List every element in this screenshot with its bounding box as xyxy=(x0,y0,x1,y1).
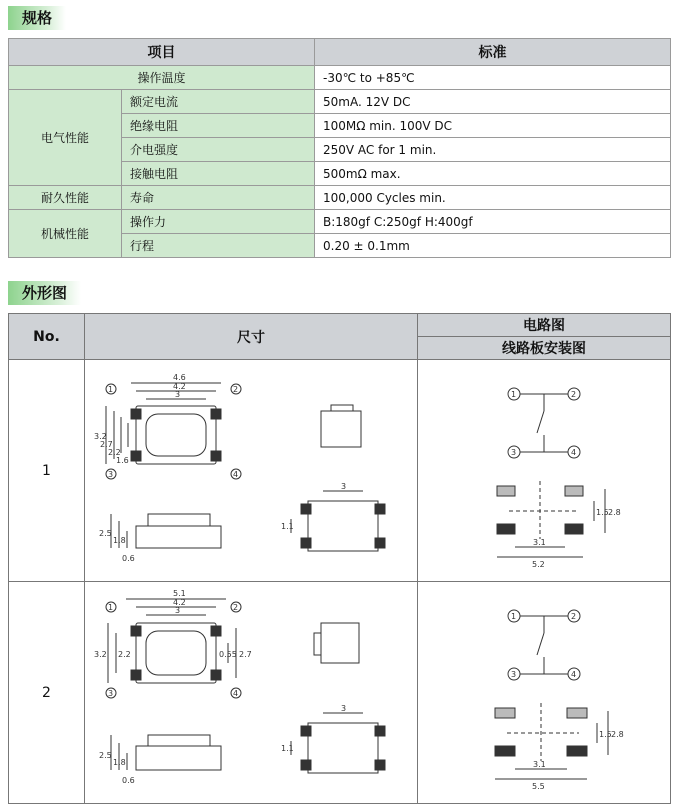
switch-front-view xyxy=(136,746,221,770)
dim-label: 3 xyxy=(341,704,347,713)
switch-front-view xyxy=(136,526,221,548)
outline-header-no: No. xyxy=(9,314,85,360)
switch-bottom-view xyxy=(308,501,378,551)
spec-value: 0.20 ± 0.1mm xyxy=(315,234,671,258)
pcb-pad xyxy=(497,486,515,496)
pin-label: 4 xyxy=(233,689,239,698)
circuit-and-pcb-drawing xyxy=(419,361,669,576)
dim-label: 1.6 xyxy=(116,456,129,465)
outline-header-circuit: 电路图 xyxy=(418,314,671,337)
dimension-drawing-cell xyxy=(85,582,418,804)
dim-label: 3.2 xyxy=(94,650,107,659)
dim-label: 2.2 xyxy=(108,448,121,457)
spec-label: 绝缘电阻 xyxy=(122,114,315,138)
spec-value: 250V AC for 1 min. xyxy=(315,138,671,162)
dimension-drawing xyxy=(86,361,416,576)
switch-body-top xyxy=(136,406,216,464)
pin-label: 2 xyxy=(571,612,577,621)
dim-label: 0.6 xyxy=(122,776,135,785)
pcb-pad xyxy=(565,486,583,496)
dim-label: 2.7 xyxy=(100,440,113,449)
spec-value: 50mA. 12V DC xyxy=(315,90,671,114)
pin-label: 3 xyxy=(511,448,517,457)
spec-section-title: 规格 xyxy=(8,6,66,30)
switch-actuator xyxy=(146,631,206,675)
spec-label: 介电强度 xyxy=(122,138,315,162)
dim-label: 5.2 xyxy=(532,560,545,569)
dim-label: 1.5 xyxy=(599,730,612,739)
pin-label: 1 xyxy=(108,385,114,394)
dim-label: 1.8 xyxy=(113,758,126,767)
outline-header-dimensions: 尺寸 xyxy=(85,314,418,360)
spec-table xyxy=(8,38,671,258)
spec-group-durability: 耐久性能 xyxy=(9,186,122,210)
dim-label: 2.8 xyxy=(608,508,621,517)
spec-value: 500mΩ max. xyxy=(315,162,671,186)
spec-label: 操作力 xyxy=(122,210,315,234)
pin-label: 3 xyxy=(108,470,114,479)
pin-label: 2 xyxy=(233,385,239,394)
terminal-pad xyxy=(211,409,221,419)
dim-label: 3.2 xyxy=(94,432,107,441)
spec-group-temp: 操作温度 xyxy=(9,66,315,90)
dim-label: 1.1 xyxy=(281,522,294,531)
dim-label: 0.6 xyxy=(122,554,135,563)
pin-label: 3 xyxy=(108,689,114,698)
pcb-pad xyxy=(497,524,515,534)
switch-body-top xyxy=(136,623,216,683)
outline-header-pcb: 线路板安装图 xyxy=(418,337,671,360)
dim-label: 5.1 xyxy=(173,589,186,598)
dim-label: 3 xyxy=(175,606,181,615)
terminal-pad xyxy=(131,409,141,419)
dim-label: 1.8 xyxy=(113,536,126,545)
dim-label: 2.7 xyxy=(239,650,252,659)
outline-row-number: 2 xyxy=(9,582,85,804)
pin-label: 1 xyxy=(511,612,517,621)
dim-label: 2.5 xyxy=(99,529,112,538)
dim-label: 1.5 xyxy=(596,508,609,517)
spec-label: 寿命 xyxy=(122,186,315,210)
dim-label: 3 xyxy=(341,482,347,491)
switch-side-view xyxy=(321,623,359,663)
spec-header-item: 项目 xyxy=(9,39,315,66)
dim-label: 4.2 xyxy=(173,598,186,607)
dimension-drawing xyxy=(86,583,416,798)
dimension-drawing-cell xyxy=(85,360,418,582)
switch-side-view xyxy=(321,411,361,447)
spec-value: 100MΩ min. 100V DC xyxy=(315,114,671,138)
pin-label: 2 xyxy=(233,603,239,612)
dim-label: 0.55 xyxy=(219,650,237,659)
dim-label: 3.1 xyxy=(533,760,546,769)
dim-label: 2.8 xyxy=(611,730,624,739)
dim-label: 2.5 xyxy=(99,751,112,760)
pcb-pad xyxy=(565,524,583,534)
dim-label: 4.2 xyxy=(173,382,186,391)
pin-label: 1 xyxy=(108,603,114,612)
dim-label: 5.5 xyxy=(532,782,545,791)
dim-label: 3.1 xyxy=(533,538,546,547)
dim-label: 1.1 xyxy=(281,744,294,753)
pin-label: 3 xyxy=(511,670,517,679)
outline-section-title: 外形图 xyxy=(8,281,81,305)
pin-label: 1 xyxy=(511,390,517,399)
terminal-pad xyxy=(211,451,221,461)
spec-group-electrical: 电气性能 xyxy=(9,90,122,186)
dim-label: 3 xyxy=(175,390,181,399)
circuit-cell xyxy=(418,582,671,804)
spec-label: 行程 xyxy=(122,234,315,258)
spec-group-mechanical: 机械性能 xyxy=(9,210,122,258)
circuit-cell xyxy=(418,360,671,582)
spec-value: B:180gf C:250gf H:400gf xyxy=(315,210,671,234)
spec-value: -30℃ to +85℃ xyxy=(315,66,671,90)
spec-label: 额定电流 xyxy=(122,90,315,114)
dim-label: 2.2 xyxy=(118,650,131,659)
spec-header-standard: 标准 xyxy=(315,39,671,66)
pin-label: 4 xyxy=(571,448,577,457)
switch-actuator xyxy=(146,414,206,456)
pin-label: 4 xyxy=(571,670,577,679)
pin-label: 4 xyxy=(233,470,239,479)
terminal-pad xyxy=(131,451,141,461)
pin-label: 2 xyxy=(571,390,577,399)
circuit-and-pcb-drawing xyxy=(419,583,669,798)
dim-label: 4.6 xyxy=(173,373,186,382)
outline-row-number: 1 xyxy=(9,360,85,582)
spec-value: 100,000 Cycles min. xyxy=(315,186,671,210)
switch-bottom-view xyxy=(308,723,378,773)
outline-table xyxy=(8,313,671,804)
spec-label: 接触电阻 xyxy=(122,162,315,186)
